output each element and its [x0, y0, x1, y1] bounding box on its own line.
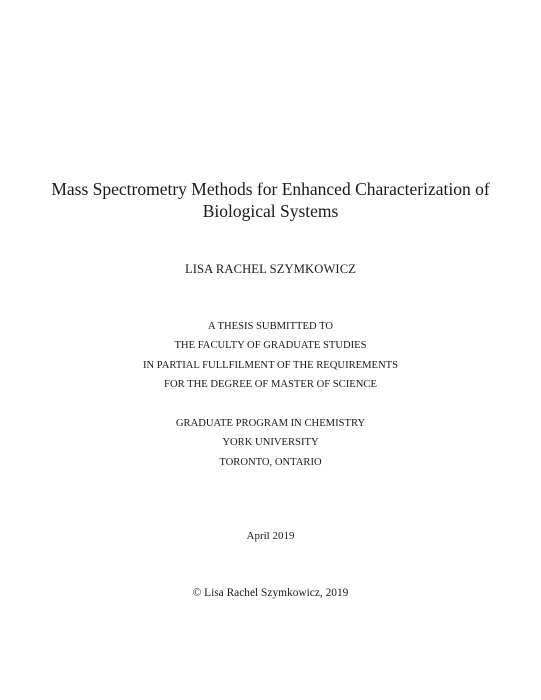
program-line-1: GRADUATE PROGRAM IN CHEMISTRY — [175, 418, 366, 429]
submission-line-2: THE FACULTY OF GRADUATE STUDIES — [174, 340, 367, 352]
program-info — [0, 414, 541, 472]
thesis-title-line-2: Biological Systems — [202, 201, 339, 221]
submission-statement — [0, 317, 541, 394]
copyright-notice: © Lisa Rachel Szymkowicz, 2019 — [192, 587, 349, 599]
submission-date: April 2019 — [246, 530, 295, 542]
program-line-3: TORONTO, ONTARIO — [219, 456, 322, 468]
submission-line-3: IN PARTIAL FULLFILMENT OF THE REQUIREMENTS — [142, 359, 399, 371]
program-line-2: YORK UNIVERSITY — [222, 437, 319, 449]
author-name: LISA RACHEL SZYMKOWICZ — [184, 262, 357, 276]
submission-line-1: A THESIS SUBMITTED TO — [207, 321, 334, 332]
thesis-title — [0, 178, 541, 222]
thesis-title-line-1: Mass Spectrometry Methods for Enhanced Characterization of — [51, 179, 490, 199]
submission-line-4: FOR THE DEGREE OF MASTER OF SCIENCE — [164, 378, 377, 390]
